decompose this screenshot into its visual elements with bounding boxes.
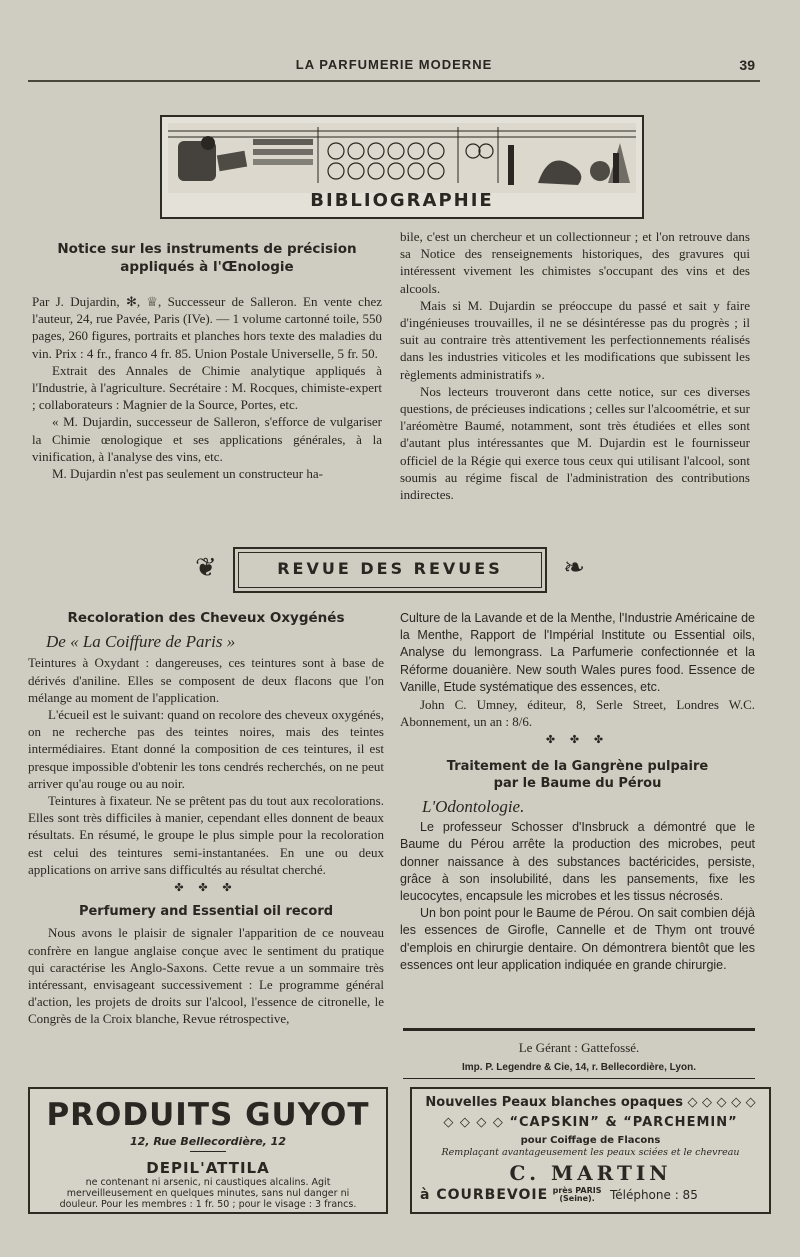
right-flourish-icon: ❧ xyxy=(563,553,585,582)
header-rule xyxy=(28,80,760,82)
paragraph: « M. Dujardin, successeur de Salleron, s'efforce de vulgariser la Chimie œnologique et ses applications générales, à la vinification, à l'analyse des vins, etc. xyxy=(32,414,382,464)
guyot-address: 12, Rue Bellecordière, 12 xyxy=(130,1135,286,1148)
martin-near xyxy=(553,1187,602,1203)
scholar-engraving-illustration xyxy=(168,123,636,193)
revue-des-revues-banner xyxy=(195,545,585,595)
bibliographie-left-column xyxy=(32,293,382,482)
martin-telephone: Téléphone : 85 xyxy=(609,1188,698,1202)
gangrene-source: L'Odontologie. xyxy=(422,797,525,817)
martin-near-line2: (Seine). xyxy=(559,1194,595,1203)
guyot-product-name: DEPIL'ATTILA xyxy=(146,1159,270,1177)
footer-rule xyxy=(403,1028,755,1031)
paragraph: Le professeur Schosser d'Insbruck a démontré que le Baume du Pérou arrête la production des microbes, peut donner naissance à des substances bactéricides, persiste, grâce à son insolubilité, dans les pansements, fixe les leucocytes, encapsule les microbes et les tissus nécrosés. xyxy=(400,820,755,904)
journal-title: LA PARFUMERIE MODERNE xyxy=(295,57,493,72)
paragraph: L'écueil est le suivant: quand on recolore des cheveux oxygénés, on ne recherche pas des teintes noires, mais des teintes intermédiaires. Etant donné la composition de ces teintures, il est presque impossible d'obtenir les tons cendrés recherchés, on ne peut arriver qu'au rouge ou au noir. xyxy=(28,707,384,791)
bibliographie-right-column xyxy=(400,228,750,503)
paragraph: John C. Umney, éditeur, 8, Serle Street, Londres W.C. Abonnement, un an : 8/6. xyxy=(400,697,755,730)
paragraph: Nous avons le plaisir de signaler l'apparition de ce nouveau confrère en langue anglaise conçue avec le sentiment du pratique qui caractérise les Anglo-Saxons. Cette revue a un sommaire très intéressant, envisageant successivement : Le programme général d'action, les projets de droits sur l'alcool, l'essence de citronelle, le Congrès de la Croix blanche, Revue rétrospective, xyxy=(28,925,384,1027)
guyot-divider xyxy=(190,1151,226,1152)
imprint-rule xyxy=(403,1078,755,1079)
paragraph: Teintures à Oxydant : dangereuses, ces teintures sont à base de dérivés d'aniline. Elles se composent de deux flacons que l'on mélange au moment de l'application. xyxy=(28,655,384,705)
section-ornament: ✤ ✤ ✤ xyxy=(174,882,238,895)
paragraph: bile, c'est un chercheur et un collectionneur ; et l'on retrouve dans sa Notice des renseignements historiques, des gravures qui intéressent vivement les chimistes s'occupant des vins et des alcools. xyxy=(400,229,750,296)
recoloration-source: De « La Coiffure de Paris » xyxy=(46,632,236,652)
paragraph: Extrait des Annales de Chimie analytique appliqués à l'Industrie, à l'agriculture. Secrétaire : M. Rocques, chimiste-expert ; collaborateurs : Magnier de la Source, Portes, etc. xyxy=(32,362,382,413)
revue-des-revues-title: REVUE DES REVUES xyxy=(277,559,503,578)
martin-company-name: C. MARTIN xyxy=(509,1161,672,1185)
notice-heading xyxy=(32,240,382,276)
guyot-description: ne contenant ni arsenic, ni caustiques alcalins. Agit merveilleusement en quelques minutes, sans nul danger ni douleur. Pour les membres : 1 fr. 50 ; pour le visage : 3 francs. xyxy=(59,1177,357,1210)
gangrene-heading-line1: Traitement de la Gangrène pulpaire xyxy=(446,758,709,774)
paragraph: Par J. Dujardin, ✻, ♕, Successeur de Salleron. En vente chez l'auteur, 24, rue Pavée, Paris (IVe). — 1 volume cartonné toile, 550 pages, 260 figures, portraits et planches hors texte des maladies du vin. Prix : 4 fr., franco 4 fr. 85. Union Postale Universelle, 5 fr. 50. xyxy=(32,294,382,361)
gerant-line: Le Gérant : Gattefossé. xyxy=(518,1040,640,1055)
notice-heading-line1: Notice sur les instruments de précision xyxy=(57,241,357,257)
martin-city: à COURBEVOIE xyxy=(420,1187,549,1203)
gangrene-heading-line2: par le Baume du Pérou xyxy=(493,775,662,791)
martin-near-line1: près PARIS xyxy=(552,1186,602,1195)
bibliographie-title: BIBLIOGRAPHIE xyxy=(310,190,494,211)
notice-heading-line2: appliqués à l'Œnologie xyxy=(120,259,294,275)
imprint-line: Imp. P. Legendre & Cie, 14, r. Bellecordière, Lyon. xyxy=(462,1062,696,1073)
martin-line1: Nouvelles Peaux blanches opaques ◇ ◇ ◇ ◇ ◇ xyxy=(425,1095,756,1110)
recoloration-heading: Recoloration des Cheveux Oxygénés xyxy=(67,610,345,626)
paragraph: Teintures à fixateur. Ne se prêtent pas du tout aux recolorations. Elles sont très difficiles à manier, cependant elles donnent de beaux résultats. En résumé, le groupe le plus simple pour la recoloration est celui des teintures semi-instantanées. En une ou deux applications on arrive sans difficultés au résultat cherché. xyxy=(28,793,384,877)
left-flourish-icon: ❦ xyxy=(195,553,217,582)
bibliographie-banner xyxy=(160,115,644,219)
martin-advertisement xyxy=(410,1087,771,1214)
perfumery-heading: Perfumery and Essential oil record xyxy=(78,904,334,920)
paragraph: Culture de la Lavande et de la Menthe, l'Industrie Américaine de la Menthe, Rapport de l'Impérial Institute ou Essential oils, Analyse du lemongrass. La Parfumerie confectionnée et la Réforme douanière. New south Wales pures food. Essence de Vanille, Etude systématique des essences, etc. xyxy=(400,611,755,694)
martin-line4: Remplaçant avantageusement les peaux sciées et le chevreau xyxy=(441,1147,740,1158)
section-ornament: ✤ ✤ ✤ xyxy=(545,734,610,747)
martin-line3: pour Coiffage de Flacons xyxy=(520,1135,661,1146)
page-number: 39 xyxy=(739,57,755,73)
paragraph: Nos lecteurs trouveront dans cette notice, sur ces diverses questions, de précieuses indications ; celles sur l'alcoométrie, et sur l'aréomètre Baumé, notamment, sont très étudiées et elles sont d'autant plus intéressantes que M. Dujardin est le fournisseur officiel de la Régie qui exerce tous ceux qui utilisant l'alcool, sont soumis au régime fiscal de l'administration des contributions indirectes. xyxy=(400,383,750,503)
paragraph: Un bon point pour le Baume de Pérou. On sait combien déjà les essences de Girofle, Cannelle et de Thym ont trouvé d'emplois en chirurgie dentaire. On démontrera bientôt que les essences ont leur application indiquée en grande chirurgie. xyxy=(400,906,755,972)
martin-line2: ◇ ◇ ◇ ◇ “CAPSKIN” & “PARCHEMIN” xyxy=(443,1115,738,1130)
revue-left-column xyxy=(28,610,384,1028)
revue-right-column xyxy=(400,610,755,974)
produits-guyot-advertisement xyxy=(28,1087,388,1214)
paragraph: M. Dujardin n'est pas seulement un constructeur ha- xyxy=(52,466,323,482)
martin-address-line xyxy=(420,1187,761,1203)
paragraph: Mais si M. Dujardin se préoccupe du passé et sait y faire d'ingénieuses trouvailles, il ne se désintéresse pas du progrès ; il suit au contraire très attentivement les perfectionnements réalisés dans les industries viticoles et les modifications que subissent les règlements administratifs ». xyxy=(400,297,750,382)
guyot-title: PRODUITS GUYOT xyxy=(46,1097,370,1133)
running-header xyxy=(28,55,760,79)
